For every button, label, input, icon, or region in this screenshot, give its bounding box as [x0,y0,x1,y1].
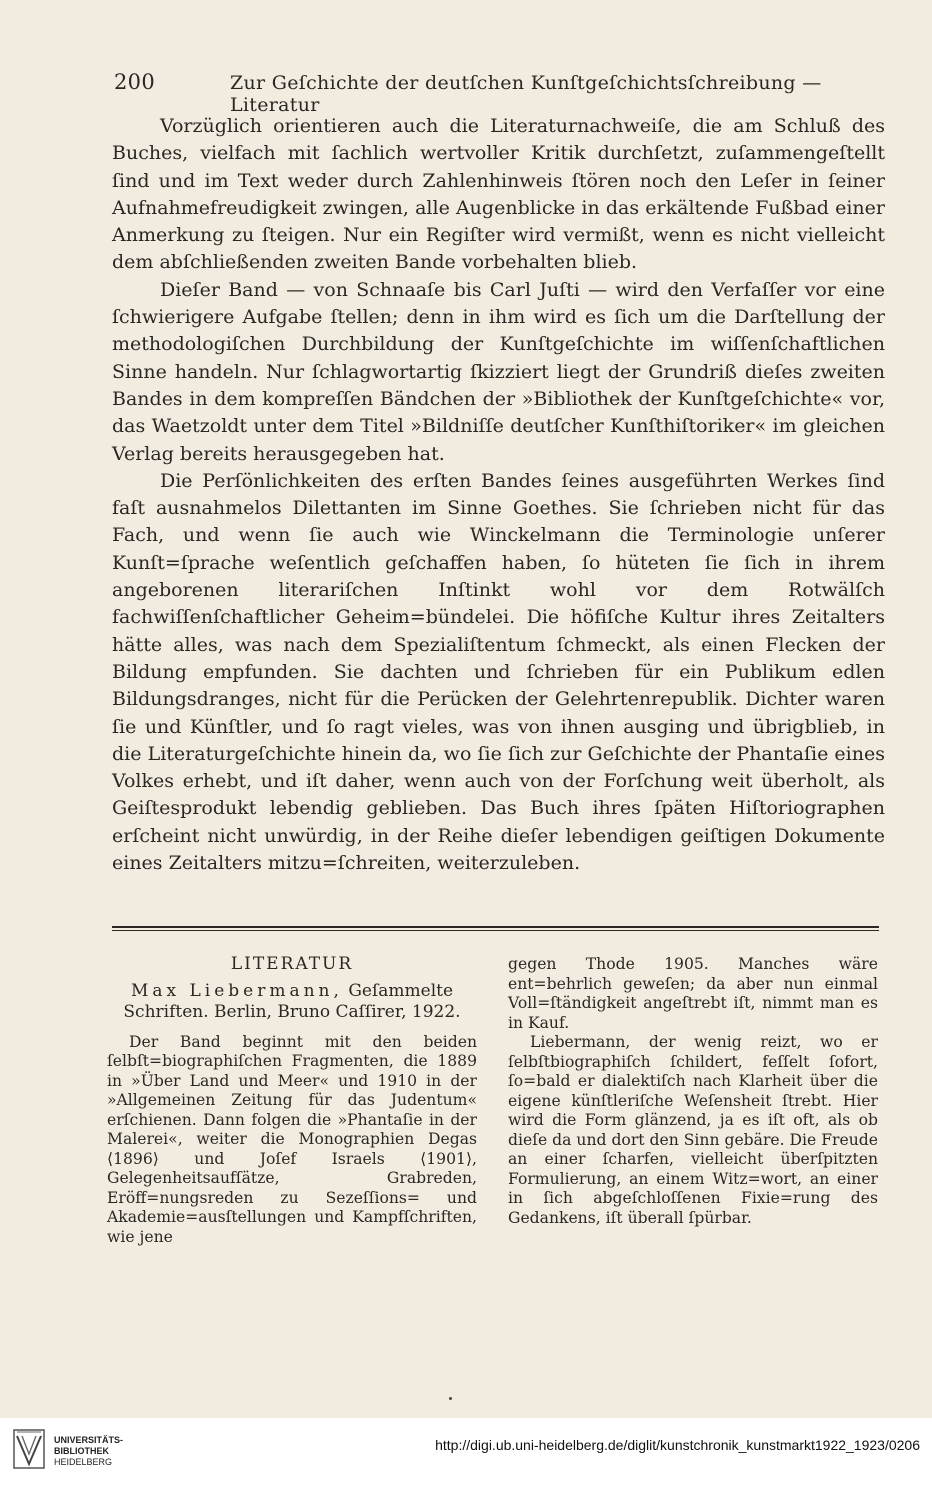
paragraph-2: Dieſer Band — von Schnaaſe bis Carl Juſti — wird den Verfaſſer vor eine ſchwierigere Aufgabe ſtellen; denn in ihm wird es ſich um die Darſtellung der methodologiſchen Durchbildung der Kunſtgeſchichte im wiſſenſchaftlichen Sinne handeln. Nur ſchlagwortartig ſkizziert liegt der Grundriß dieſes zweiten Bandes in dem kompreſſen Bändchen der »Bibliothek der Kunſtgeſchichte« vor, das Waetzoldt unter dem Titel »Bildniſſe deutſcher Kunſthiſtoriker« im gleichen Verlag bereits herausgegeben hat. [112,278,885,465]
section-divider [112,926,879,931]
book-author: Max Liebermann, [130,980,343,1001]
book-reference [107,981,477,1023]
page-number: 200 [114,70,155,94]
main-text [112,113,885,877]
running-head-title: Zur Geſchichte der deutſchen Kunſtgeſchichtsſchreibung — Literatur [230,72,822,116]
digitization-footer [0,1418,932,1485]
literatur-left-column [107,955,477,1247]
book-title: Geſammelte Schriften. [123,980,454,1022]
literatur-heading: LITERATUR [230,954,354,974]
paragraph-1: Vorzüglich orientieren auch die Literaturnachweiſe, die am Schluß des Buches, vielfach mit ſachlich wertvoller Kritik durchſetzt, zuſammengeſtellt ſind und im Text weder durch Zahlenhinweis ſtören noch den Leſer in ſeiner Aufnahmefreudigkeit zwingen, alle Augenblicke in das erkältende Fußbad einer Anmerkung zu ſteigen. Nur ein Regiſter wird vermißt, wenn es nicht vielleicht dem abſchließenden zweiten Bande vorbehalten blieb. [112,115,885,274]
literatur-right-column [508,955,878,1228]
source-url[interactable] [435,1437,920,1453]
book-imprint: Berlin, Bruno Caſſirer, 1922. [214,1001,461,1022]
library-name: UNIVERSITÄTS- BIBLIOTHEK HEIDELBERG [54,1435,124,1467]
review-text-left: Der Band beginnt mit den beiden ſelbſt=biographiſchen Fragmenten, die 1889 in »Über Land und Meer« und 1910 in der »Allgemeinen Zeitung für das Judentum« erſchienen. Dann folgen die »Phantaſie in der Malerei«, weiter die Monographien Degas ⟨1896⟩ und Joſef Israels ⟨1901⟩, Gelegenheitsaufſätze, Grabreden, Eröff=nungsreden zu Sezeſſions= und Akademie=ausſtellungen und Kampfſchriften, wie jene [107,1032,477,1246]
ink-speck [449,1397,452,1400]
review-text-right-2: Liebermann, der wenig reizt, wo er ſelbſtbiographiſch ſchildert, feſſelt ſofort, ſo=bald er dialektiſch nach Klarheit über die eigene künſtleriſche Weſensheit ſtrebt. Hier wird die Form glänzend, ja es iſt oft, als ob dieſe da und dort den Sinn gebäre. Die Freude an einer ſcharfen, vielleicht überſpitzten Formulierung, an einem Witz=wort, an einer in ſich abgeſchloſſenen Fixie=rung des Gedankens, iſt überall ſpürbar. [508,1033,878,1227]
source-url-link[interactable]: http://digi.ub.uni-heidelberg.de/diglit/kunstchronik_kunstmarkt1922_1923/0206 [435,1437,920,1453]
university-seal-icon [10,1426,48,1472]
paragraph-3: Die Perſönlichkeiten des erſten Bandes ſeines ausgeführten Werkes ſind faſt ausnahmelos Dilettanten im Sinne Goethes. Sie ſchrieben nicht für das Fach, und wenn ſie auch wie Winckelmann die Terminologie unſerer Kunſt=ſprache weſentlich geſchaffen haben, ſo hüteten ſie ſich in ihrem angeborenen literariſchen Inſtinkt wohl vor dem Rotwälſch fachwiſſenſchaftlicher Geheim=bündelei. Die höfiſche Kultur ihres Zeitalters hätte alles, was nach dem Spezialiſtentum ſchmeckt, als einen Flecken der Bildung empfunden. Sie dachten und ſchrieben für ein Publikum edlen Bildungsdranges, nicht für die Perücken der Gelehrtenrepublik. Dichter waren ſie und Künſtler, und ſo ragt vieles, was von ihnen ausging und übrigblieb, in die Literaturgeſchichte hinein da, wo ſie ſich zur Geſchichte der Phantaſie eines Volkes erhebt, und iſt daher, wenn auch von der Forſchung weit überholt, als Geiſtesprodukt lebendig geblieben. Das Buch ihres ſpäten Hiſtoriographen erſcheint nicht unwürdig, in der Reihe dieſer lebendigen geiſtigen Dokumente eines Zeitalters mitzu=ſchreiten, weiterzuleben. [112,469,885,875]
running-head [112,70,882,116]
review-text-right-1: gegen Thode 1905. Manches wäre ent=behrlich geweſen; da aber nun einmal Voll=ſtändigkeit angeſtrebt iſt, nimmt man es in Kauf. [508,955,878,1032]
